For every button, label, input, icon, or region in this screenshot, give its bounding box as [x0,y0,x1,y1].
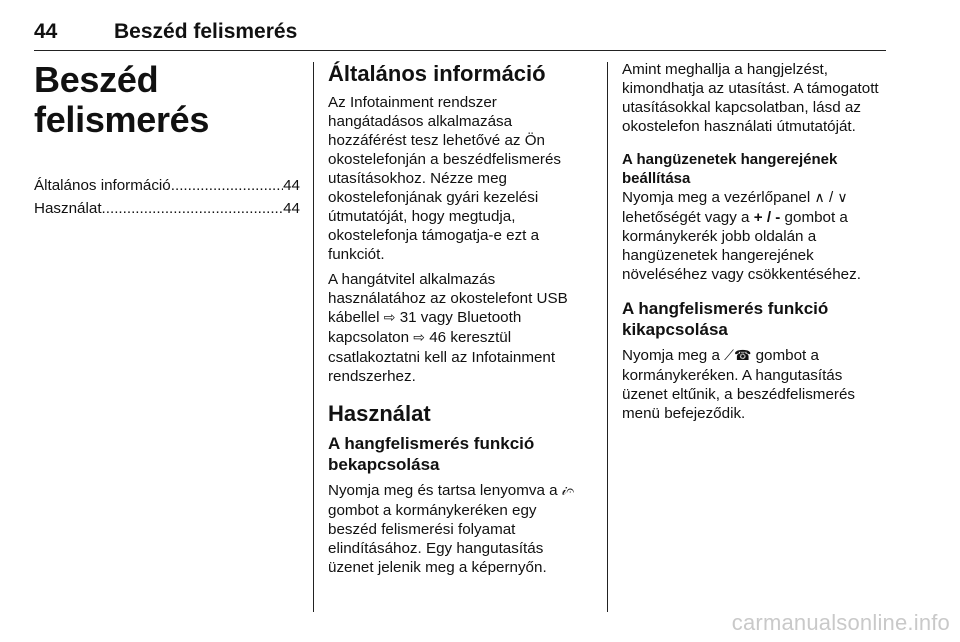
paragraph: Nyomja meg és tartsa lenyomva a 𝒾𝄐 gombot a kormánykeréken egy beszéd felismerési folyamat elindításához. Egy hangutasítás üzenet jelenik meg a képernyőn. [328,482,575,576]
subheading-volume: A hangüzenetek hangerejének beállítása [622,151,838,187]
toc-entry[interactable]: Általános információ ..... 44 [34,174,300,197]
plus-minus-key: + / - [753,209,781,226]
arrow-reference-icon[interactable]: ⇨ [383,310,396,326]
section-heading-general: Általános információ [328,61,546,86]
subheading-voice-on: A hangfelismerés funkció bekapcsolása [328,434,535,474]
paragraph: Nyomja meg a vezérlőpanel ∧ / ∨ lehetőségét vagy a + / - gombot a kormánykerék jobb oldalán a hangüzenetek hangerejének növeléséhez vagy csökkentéséhez. [622,189,861,283]
paragraph: Amint meghallja a hangjelzést, kimondhatja az utasítást. A támogatott utasításokkal kapcsolatban, lásd az okostelefon használati útmutatóját. [622,61,879,135]
paragraph: Nyomja meg a ⟋☎ gombot a kormánykeréken. A hangutasítás üzenet eltűnik, a beszédfelismerés menü befejeződik. [622,347,856,422]
paragraph: Az Infotainment rendszer hangátadásos alkalmazása hozzáférést tesz lehetővé az Ön okostelefonján a beszédfelismerés utasításokhoz. Nézze meg okostelefonjának gyári kezelési útmutatóját, hogy megtudja, okostelefonja támogatja-e ezt a funkciót. [328,94,562,263]
toc-entry[interactable]: Használat ..... 44 [34,197,300,220]
column-divider [313,62,314,612]
page-header [34,20,886,51]
paragraph: A hangátvitel alkalmazás használatához az okostelefont USB kábellel ⇨ 31 vagy Bluetooth kapcsolaton ⇨ 46 keresztül csatlakoztatni kell az Infotainment rendszerhez. [328,271,568,385]
chevron-up-icon: ∧ [814,190,825,206]
running-title: Beszéd felismerés [114,20,298,43]
column-right [622,60,886,429]
hang-up-button-icon: ⟋☎ [724,348,752,364]
chevron-down-icon: ∨ [837,190,848,206]
arrow-reference-icon[interactable]: ⇨ [413,330,426,346]
toc-leader [171,174,283,197]
column-divider [607,62,608,612]
column-middle [328,60,586,583]
column-toc [34,60,300,220]
section-heading-usage: Használat [328,401,431,426]
voice-button-icon: 𝒾𝄐 [561,483,575,499]
toc-leader [102,197,284,220]
watermark: carmanualsonline.info [731,610,950,635]
chapter-title: Beszéd felismerés [34,59,210,140]
subheading-voice-off: A hangfelismerés funkció kikapcsolása [622,299,829,339]
page-number: 44 [34,20,58,43]
